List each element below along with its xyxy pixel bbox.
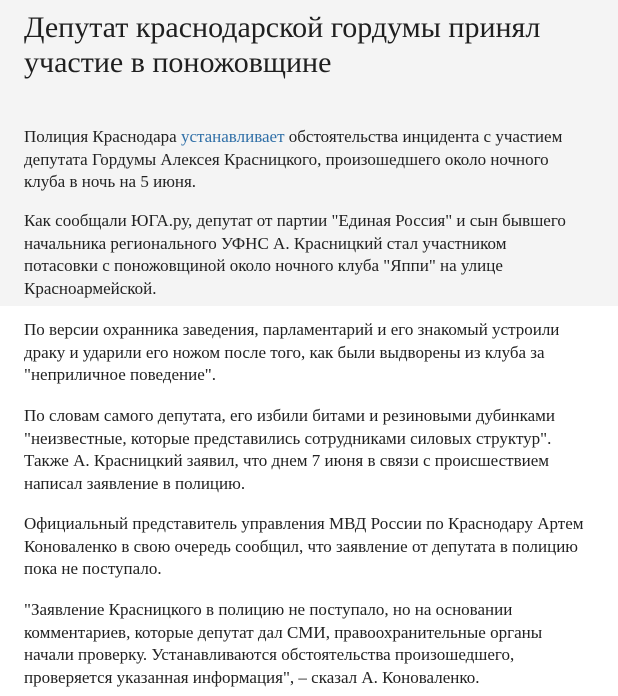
paragraph-line	[24, 126, 604, 149]
paragraph-2	[24, 210, 604, 300]
paragraph-3	[24, 319, 604, 387]
paragraph-line: пока не поступало.	[24, 559, 162, 578]
paragraph-4	[24, 405, 604, 495]
paragraph-line: проверяется указанная информация", – сказал А. Коноваленко.	[24, 667, 480, 687]
paragraph-line: депутата Гордумы Алексея Красницкого, произошедшего около ночного	[24, 149, 549, 169]
paragraph-line: написал заявление в полицию.	[24, 473, 246, 493]
article-headline	[24, 10, 604, 80]
paragraph-6	[24, 599, 604, 689]
paragraph-line: клуба в ночь на 5 июня.	[24, 172, 197, 191]
headline-line-1: Депутат краснодарской гордумы принял	[24, 11, 541, 44]
paragraph-line: потасовки с поножовщиной около ночного клуба "Яппи" на улице	[24, 256, 503, 275]
paragraph-1	[24, 126, 604, 194]
text-fragment: обстоятельства инцидента с участием	[284, 127, 563, 146]
link-ustanavlivaet[interactable]: устанавливает	[180, 127, 285, 146]
paragraph-line: По версии охранника заведения, парламентарий и его знакомый устроили	[24, 320, 560, 339]
paragraph-line: Официальный представитель управления МВД России по Краснодару Артем	[24, 514, 584, 533]
paragraph-line: комментариев, которые депутат дал СМИ, правоохранительные органы	[24, 622, 543, 642]
paragraph-line: "неприличное поведение".	[24, 365, 216, 384]
paragraph-line: По словам самого депутата, его избили битами и резиновыми дубинками	[24, 406, 555, 425]
paragraph-line: Красноармейской.	[24, 278, 157, 298]
paragraph-line: Коноваленко в свою очередь сообщил, что заявление от депутата в полицию	[24, 536, 578, 556]
text-fragment: Полиция Краснодара	[24, 127, 181, 146]
paragraph-line: начали проверку. Устанавливаются обстоятельства произошедшего,	[24, 645, 515, 664]
paragraph-5	[24, 513, 604, 581]
paragraph-line: "Заявление Красницкого в полицию не поступало, но на основании	[24, 600, 513, 619]
paragraph-line: Также А. Красницкий заявил, что днем 7 июня в связи с происшествием	[24, 451, 549, 470]
paragraph-line: начальника регионального УФНС А. Красницкий стал участником	[24, 233, 507, 253]
headline-line-2: участие в поножовщине	[24, 46, 332, 79]
paragraph-line: "неизвестные, которые представились сотрудниками силовых структур".	[24, 428, 552, 448]
paragraph-line: драку и ударили его ножом после того, как были выдворены из клуба за	[24, 342, 545, 362]
paragraph-line: Как сообщали ЮГА.ру, депутат от партии "Единая Россия" и сын бывшего	[24, 211, 566, 230]
